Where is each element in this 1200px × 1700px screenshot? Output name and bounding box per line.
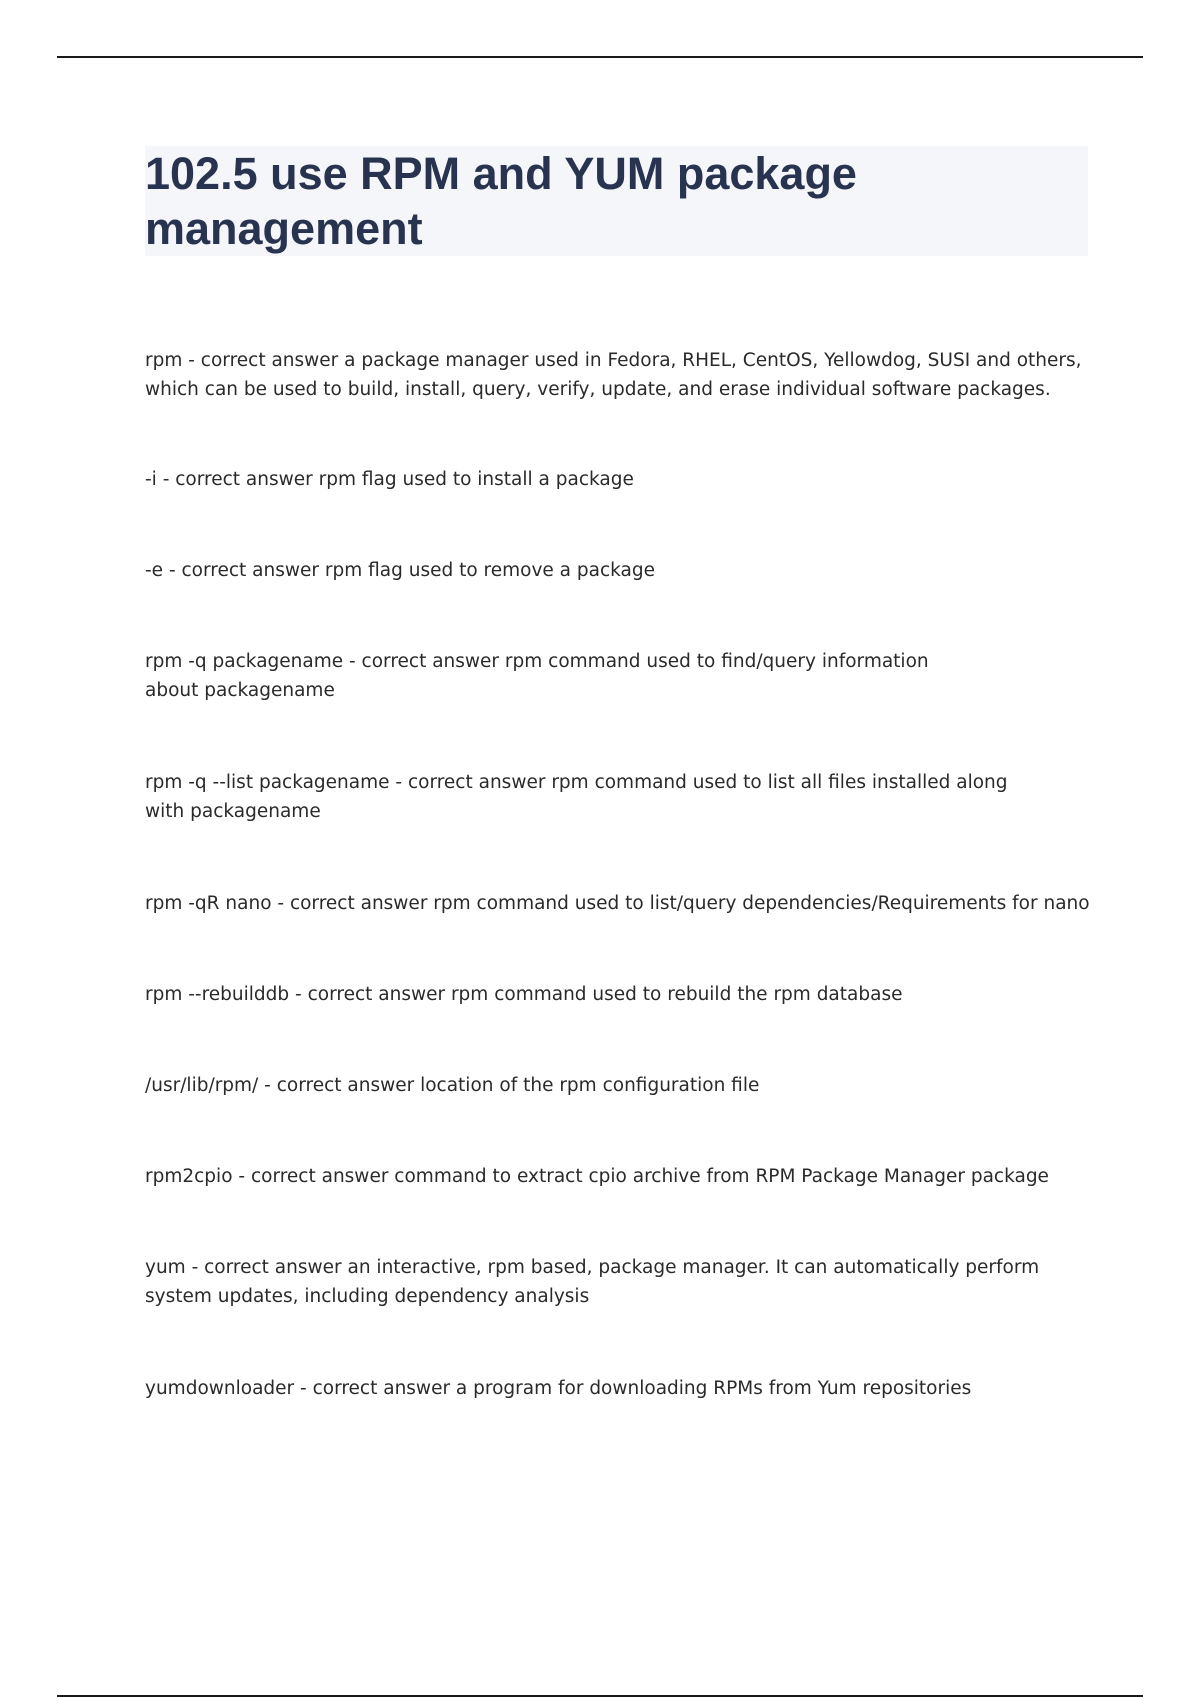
flashcard-entry-yumdownloader: yumdownloader - correct answer a program for downloading RPMs from Yum repositories <box>145 1378 972 1399</box>
header-rule <box>57 56 1143 58</box>
flashcard-entry-erase-flag: -e - correct answer rpm flag used to remove a package <box>145 560 655 581</box>
flashcard-entry-rpm: rpm - correct answer a package manager used in Fedora, RHEL, CentOS, Yellowdog, SUSI and others, which can be used to build, install, query, verify, update, and erase individual software packages. <box>145 350 1082 400</box>
flashcard-entry-rebuilddb: rpm --rebuilddb - correct answer rpm command used to rebuild the rpm database <box>145 984 903 1005</box>
flashcard-entry-requirements: rpm -qR nano - correct answer rpm command used to list/query dependencies/Requirements for nano <box>145 893 1090 914</box>
title-block <box>145 146 1088 256</box>
flashcard-entry-yum: yum - correct answer an interactive, rpm based, package manager. It can automatically perform system updates, including dependency analysis <box>145 1257 1040 1307</box>
footer-rule <box>57 1695 1143 1697</box>
flashcard-entry-install-flag: -i - correct answer rpm flag used to install a package <box>145 469 634 490</box>
page-title: 102.5 use RPM and YUM package management <box>145 148 857 254</box>
flashcard-entry-list: rpm -q --list packagename - correct answer rpm command used to list all files installed along with packagename <box>145 772 1008 822</box>
flashcard-entry-rpm2cpio: rpm2cpio - correct answer command to extract cpio archive from RPM Package Manager package <box>145 1166 1049 1187</box>
flashcard-entry-config-location: /usr/lib/rpm/ - correct answer location of the rpm configuration file <box>145 1075 760 1096</box>
flashcard-entry-query: rpm -q packagename - correct answer rpm command used to find/query information about packagename <box>145 651 929 701</box>
